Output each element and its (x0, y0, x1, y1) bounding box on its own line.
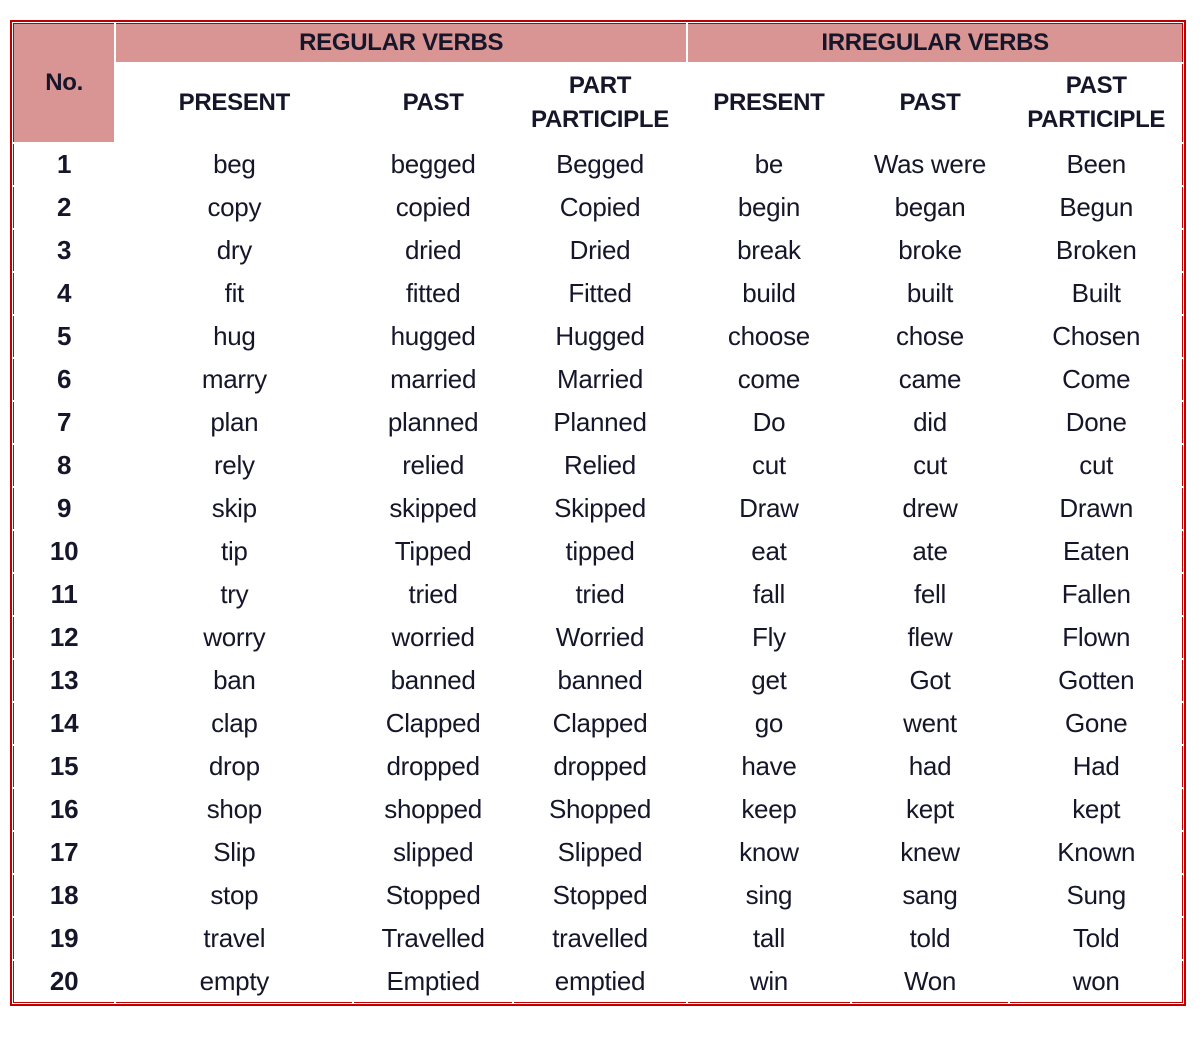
cell-irregular-present: win (687, 960, 850, 1003)
cell-regular-past: planned (353, 401, 512, 444)
cell-regular-past: Emptied (353, 960, 512, 1003)
cell-irregular-past: had (851, 745, 1010, 788)
cell-regular-present: travel (115, 917, 353, 960)
cell-regular-present: shop (115, 788, 353, 831)
cell-irregular-present: sing (687, 874, 850, 917)
header-irregular-past: PAST (851, 63, 1010, 143)
cell-regular-present: drop (115, 745, 353, 788)
cell-regular-present: worry (115, 616, 353, 659)
cell-regular-present: plan (115, 401, 353, 444)
cell-regular-present: try (115, 573, 353, 616)
table-row (13, 917, 1183, 960)
cell-regular-present: skip (115, 487, 353, 530)
header-regular-present: PRESENT (115, 63, 353, 143)
cell-no: 17 (13, 831, 115, 874)
cell-regular-present: dry (115, 229, 353, 272)
cell-irregular-past: began (851, 186, 1010, 229)
cell-irregular-past-participle: Flown (1009, 616, 1183, 659)
cell-regular-part-participle: Shopped (513, 788, 688, 831)
cell-regular-part-participle: Skipped (513, 487, 688, 530)
cell-regular-part-participle: Worried (513, 616, 688, 659)
cell-no: 18 (13, 874, 115, 917)
cell-irregular-past: chose (851, 315, 1010, 358)
cell-regular-part-participle: banned (513, 659, 688, 702)
cell-irregular-present: build (687, 272, 850, 315)
cell-irregular-past-participle: Known (1009, 831, 1183, 874)
cell-no: 19 (13, 917, 115, 960)
cell-regular-part-participle: Married (513, 358, 688, 401)
cell-irregular-past-participle: Built (1009, 272, 1183, 315)
cell-regular-part-participle: emptied (513, 960, 688, 1003)
cell-regular-present: beg (115, 143, 353, 186)
header-regular-part-participle: PART PARTICIPLE (513, 63, 688, 143)
cell-irregular-past-participle: Eaten (1009, 530, 1183, 573)
table-row (13, 573, 1183, 616)
cell-irregular-past-participle: Begun (1009, 186, 1183, 229)
cell-regular-past: skipped (353, 487, 512, 530)
cell-no: 7 (13, 401, 115, 444)
cell-regular-part-participle: Fitted (513, 272, 688, 315)
cell-irregular-present: break (687, 229, 850, 272)
cell-no: 11 (13, 573, 115, 616)
cell-regular-part-participle: Hugged (513, 315, 688, 358)
cell-irregular-past: did (851, 401, 1010, 444)
cell-irregular-present: tall (687, 917, 850, 960)
cell-regular-part-participle: Dried (513, 229, 688, 272)
cell-irregular-past: Got (851, 659, 1010, 702)
cell-no: 14 (13, 702, 115, 745)
cell-regular-past: dried (353, 229, 512, 272)
cell-irregular-past: Won (851, 960, 1010, 1003)
cell-irregular-present: choose (687, 315, 850, 358)
cell-regular-present: hug (115, 315, 353, 358)
cell-irregular-past-participle: Told (1009, 917, 1183, 960)
cell-regular-past: copied (353, 186, 512, 229)
header-irregular-present: PRESENT (687, 63, 850, 143)
cell-irregular-past: cut (851, 444, 1010, 487)
table-row (13, 530, 1183, 573)
cell-irregular-present: keep (687, 788, 850, 831)
cell-no: 9 (13, 487, 115, 530)
cell-no: 15 (13, 745, 115, 788)
cell-irregular-past-participle: Drawn (1009, 487, 1183, 530)
cell-no: 8 (13, 444, 115, 487)
cell-regular-part-participle: Copied (513, 186, 688, 229)
cell-regular-present: stop (115, 874, 353, 917)
cell-irregular-past-participle: Fallen (1009, 573, 1183, 616)
cell-irregular-past: went (851, 702, 1010, 745)
header-no: No. (13, 23, 115, 143)
cell-regular-present: fit (115, 272, 353, 315)
cell-irregular-past-participle: won (1009, 960, 1183, 1003)
cell-irregular-past-participle: Been (1009, 143, 1183, 186)
cell-irregular-past-participle: Done (1009, 401, 1183, 444)
cell-regular-part-participle: tried (513, 573, 688, 616)
table-body (13, 143, 1183, 1003)
cell-no: 20 (13, 960, 115, 1003)
cell-irregular-past-participle: Chosen (1009, 315, 1183, 358)
cell-regular-present: Slip (115, 831, 353, 874)
cell-regular-past: slipped (353, 831, 512, 874)
cell-regular-past: fitted (353, 272, 512, 315)
cell-regular-present: empty (115, 960, 353, 1003)
cell-regular-past: banned (353, 659, 512, 702)
table-row (13, 831, 1183, 874)
cell-irregular-past: ate (851, 530, 1010, 573)
cell-no: 3 (13, 229, 115, 272)
header-irregular-verbs: IRREGULAR VERBS (687, 23, 1183, 63)
cell-no: 4 (13, 272, 115, 315)
cell-irregular-present: Draw (687, 487, 850, 530)
cell-irregular-past: knew (851, 831, 1010, 874)
cell-irregular-present: eat (687, 530, 850, 573)
cell-irregular-present: come (687, 358, 850, 401)
cell-regular-part-participle: Planned (513, 401, 688, 444)
cell-irregular-past-participle: Gone (1009, 702, 1183, 745)
cell-regular-part-participle: Stopped (513, 874, 688, 917)
cell-irregular-past: built (851, 272, 1010, 315)
table-row (13, 874, 1183, 917)
header-irregular-past-participle: PAST PARTICIPLE (1009, 63, 1183, 143)
verbs-table (10, 20, 1186, 1006)
table-row (13, 444, 1183, 487)
cell-irregular-past-participle: Gotten (1009, 659, 1183, 702)
cell-irregular-present: begin (687, 186, 850, 229)
cell-regular-part-participle: Relied (513, 444, 688, 487)
cell-no: 10 (13, 530, 115, 573)
cell-regular-past: married (353, 358, 512, 401)
cell-irregular-present: go (687, 702, 850, 745)
cell-no: 16 (13, 788, 115, 831)
cell-irregular-present: fall (687, 573, 850, 616)
header-regular-past: PAST (353, 63, 512, 143)
cell-irregular-present: Do (687, 401, 850, 444)
table-row (13, 229, 1183, 272)
cell-irregular-past: fell (851, 573, 1010, 616)
cell-regular-present: marry (115, 358, 353, 401)
table-row (13, 659, 1183, 702)
cell-regular-past: relied (353, 444, 512, 487)
cell-regular-part-participle: Clapped (513, 702, 688, 745)
cell-irregular-present: know (687, 831, 850, 874)
cell-irregular-past: broke (851, 229, 1010, 272)
cell-irregular-present: Fly (687, 616, 850, 659)
cell-regular-present: copy (115, 186, 353, 229)
cell-regular-past: tried (353, 573, 512, 616)
cell-no: 5 (13, 315, 115, 358)
cell-irregular-past: flew (851, 616, 1010, 659)
cell-regular-present: clap (115, 702, 353, 745)
cell-regular-past: worried (353, 616, 512, 659)
table-row (13, 616, 1183, 659)
cell-irregular-past-participle: kept (1009, 788, 1183, 831)
cell-no: 12 (13, 616, 115, 659)
cell-regular-past: Travelled (353, 917, 512, 960)
header-regular-verbs: REGULAR VERBS (115, 23, 687, 63)
table-row (13, 745, 1183, 788)
cell-irregular-past-participle: Had (1009, 745, 1183, 788)
table-row (13, 960, 1183, 1003)
cell-no: 13 (13, 659, 115, 702)
cell-regular-past: begged (353, 143, 512, 186)
cell-regular-past: Stopped (353, 874, 512, 917)
cell-regular-past: shopped (353, 788, 512, 831)
cell-regular-present: ban (115, 659, 353, 702)
table-row (13, 272, 1183, 315)
table-row (13, 358, 1183, 401)
cell-no: 2 (13, 186, 115, 229)
cell-irregular-past: sang (851, 874, 1010, 917)
cell-no: 1 (13, 143, 115, 186)
cell-regular-present: rely (115, 444, 353, 487)
table-row (13, 487, 1183, 530)
cell-irregular-past: came (851, 358, 1010, 401)
cell-irregular-present: cut (687, 444, 850, 487)
cell-regular-present: tip (115, 530, 353, 573)
cell-no: 6 (13, 358, 115, 401)
cell-regular-part-participle: travelled (513, 917, 688, 960)
cell-irregular-present: have (687, 745, 850, 788)
cell-regular-past: Tipped (353, 530, 512, 573)
cell-irregular-past-participle: cut (1009, 444, 1183, 487)
table-row (13, 788, 1183, 831)
table-row (13, 315, 1183, 358)
cell-regular-part-participle: tipped (513, 530, 688, 573)
cell-irregular-present: be (687, 143, 850, 186)
cell-regular-part-participle: Slipped (513, 831, 688, 874)
cell-irregular-past-participle: Broken (1009, 229, 1183, 272)
table-row (13, 702, 1183, 745)
cell-irregular-present: get (687, 659, 850, 702)
cell-irregular-past: kept (851, 788, 1010, 831)
cell-irregular-past: told (851, 917, 1010, 960)
cell-irregular-past: drew (851, 487, 1010, 530)
table-row (13, 186, 1183, 229)
cell-regular-past: Clapped (353, 702, 512, 745)
table-row (13, 401, 1183, 444)
cell-irregular-past-participle: Come (1009, 358, 1183, 401)
cell-irregular-past-participle: Sung (1009, 874, 1183, 917)
cell-regular-part-participle: dropped (513, 745, 688, 788)
cell-regular-past: hugged (353, 315, 512, 358)
cell-regular-part-participle: Begged (513, 143, 688, 186)
cell-regular-past: dropped (353, 745, 512, 788)
table-row (13, 143, 1183, 186)
cell-irregular-past: Was were (851, 143, 1010, 186)
